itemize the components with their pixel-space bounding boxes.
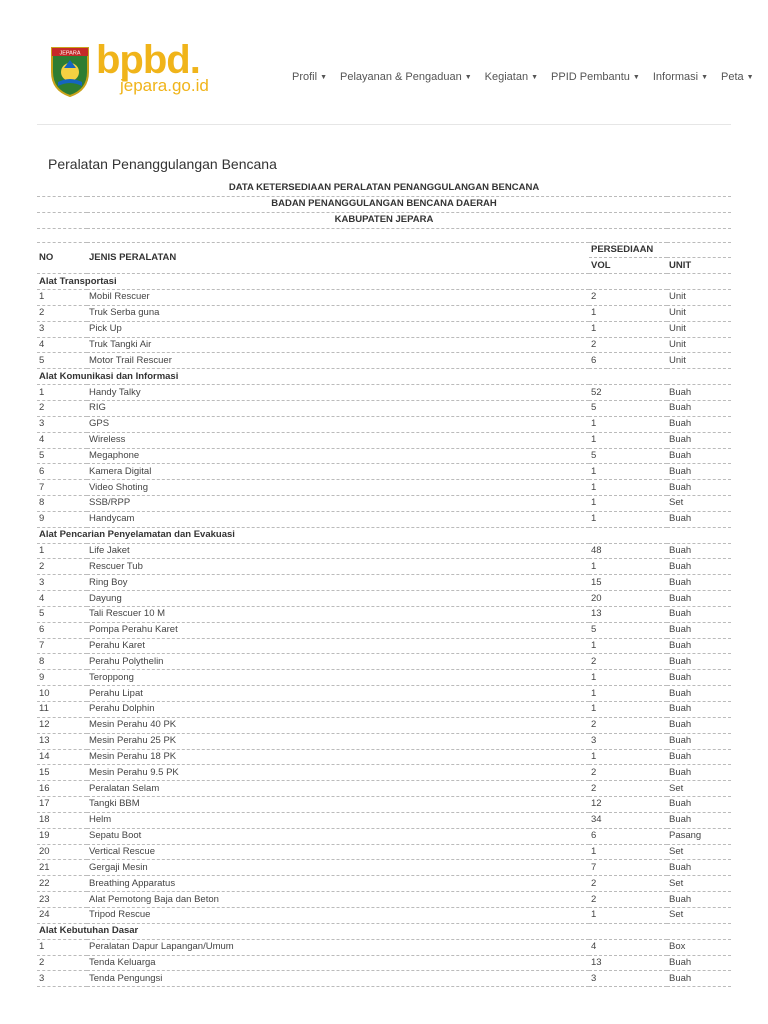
cell-unit: Buah xyxy=(667,559,731,575)
table-row xyxy=(37,591,731,607)
cell-no: 4 xyxy=(37,337,87,353)
cell-vol: 12 xyxy=(589,797,667,813)
header-divider xyxy=(37,124,731,125)
cell-unit: Buah xyxy=(667,606,731,622)
table-row xyxy=(37,907,731,923)
cell-no: 15 xyxy=(37,765,87,781)
cell-equipment: Teroppong xyxy=(87,670,589,686)
table-row xyxy=(37,511,731,527)
cell-vol: 52 xyxy=(589,385,667,401)
cell-vol: 2 xyxy=(589,337,667,353)
table-row xyxy=(37,702,731,718)
cell-unit: Buah xyxy=(667,812,731,828)
cell-equipment: Helm xyxy=(87,812,589,828)
cell-equipment: Perahu Lipat xyxy=(87,686,589,702)
cell-equipment: Breathing Apparatus xyxy=(87,876,589,892)
cell-unit: Buah xyxy=(667,575,731,591)
cell-vol: 2 xyxy=(589,876,667,892)
cell-unit: Set xyxy=(667,496,731,512)
cell-unit: Set xyxy=(667,781,731,797)
cell-no: 14 xyxy=(37,749,87,765)
table-row xyxy=(37,860,731,876)
nav-label: Kegiatan xyxy=(484,71,529,83)
cell-unit: Buah xyxy=(667,955,731,971)
table-title-row xyxy=(37,181,731,196)
cell-vol: 1 xyxy=(589,432,667,448)
cell-unit: Unit xyxy=(667,337,731,353)
table-row xyxy=(37,670,731,686)
nav-label: Peta xyxy=(721,71,744,83)
jepara-emblem-icon xyxy=(48,42,92,98)
table-row xyxy=(37,385,731,401)
cell-equipment: Peralatan Selam xyxy=(87,781,589,797)
cell-no: 11 xyxy=(37,702,87,718)
cell-unit: Unit xyxy=(667,305,731,321)
cell-unit: Unit xyxy=(667,290,731,306)
cell-unit: Buah xyxy=(667,543,731,559)
cell-vol: 1 xyxy=(589,670,667,686)
cell-vol: 6 xyxy=(589,353,667,369)
cell-no: 18 xyxy=(37,812,87,828)
cell-vol: 1 xyxy=(589,702,667,718)
category-label: Alat Kebutuhan Dasar xyxy=(37,923,731,939)
cell-no: 1 xyxy=(37,385,87,401)
cell-vol: 2 xyxy=(589,654,667,670)
cell-vol: 7 xyxy=(589,860,667,876)
nav-label: Profil xyxy=(292,71,318,83)
table-row xyxy=(37,781,731,797)
cell-equipment: Perahu Dolphin xyxy=(87,702,589,718)
cell-no: 2 xyxy=(37,559,87,575)
cell-no: 3 xyxy=(37,321,87,337)
cell-equipment: Mobil Rescuer xyxy=(87,290,589,306)
cell-no: 2 xyxy=(37,955,87,971)
cell-equipment: Handy Talky xyxy=(87,385,589,401)
col-header-jenis: JENIS PERALATAN xyxy=(87,242,589,274)
cell-equipment: Gergaji Mesin xyxy=(87,860,589,876)
cell-vol: 3 xyxy=(589,971,667,987)
nav-peta[interactable] xyxy=(721,71,754,83)
table-title-line: BADAN PENANGGULANGAN BENCANA DAERAH xyxy=(37,196,731,212)
cell-no: 17 xyxy=(37,797,87,813)
category-row xyxy=(37,274,731,290)
cell-vol: 1 xyxy=(589,496,667,512)
cell-vol: 1 xyxy=(589,416,667,432)
table-row xyxy=(37,353,731,369)
cell-vol: 5 xyxy=(589,448,667,464)
table-row xyxy=(37,844,731,860)
cell-vol: 1 xyxy=(589,321,667,337)
col-header-persediaan: PERSEDIAAN xyxy=(589,242,731,258)
spacer-cell xyxy=(37,228,731,242)
cell-vol: 1 xyxy=(589,480,667,496)
cell-unit: Buah xyxy=(667,591,731,607)
cell-unit: Unit xyxy=(667,353,731,369)
cell-equipment: Motor Trail Rescuer xyxy=(87,353,589,369)
cell-no: 7 xyxy=(37,480,87,496)
cell-equipment: Dayung xyxy=(87,591,589,607)
cell-no: 1 xyxy=(37,939,87,955)
cell-no: 20 xyxy=(37,844,87,860)
cell-no: 23 xyxy=(37,892,87,908)
table-row xyxy=(37,733,731,749)
header-row xyxy=(37,242,731,258)
table-row xyxy=(37,892,731,908)
table-row xyxy=(37,812,731,828)
nav-informasi[interactable] xyxy=(653,71,708,83)
cell-unit: Buah xyxy=(667,385,731,401)
nav-pelayanan[interactable] xyxy=(340,71,472,83)
table-row xyxy=(37,717,731,733)
cell-vol: 48 xyxy=(589,543,667,559)
cell-equipment: Vertical Rescue xyxy=(87,844,589,860)
cell-no: 1 xyxy=(37,290,87,306)
cell-no: 3 xyxy=(37,575,87,591)
cell-equipment: Alat Pemotong Baja dan Beton xyxy=(87,892,589,908)
table-row xyxy=(37,400,731,416)
cell-unit: Buah xyxy=(667,511,731,527)
cell-vol: 1 xyxy=(589,686,667,702)
cell-no: 8 xyxy=(37,496,87,512)
cell-unit: Buah xyxy=(667,797,731,813)
cell-unit: Buah xyxy=(667,892,731,908)
cell-vol: 1 xyxy=(589,305,667,321)
caret-down-icon: ▼ xyxy=(701,74,709,81)
table-row xyxy=(37,321,731,337)
cell-unit: Buah xyxy=(667,717,731,733)
cell-vol: 1 xyxy=(589,844,667,860)
table-row xyxy=(37,575,731,591)
cell-equipment: Sepatu Boot xyxy=(87,828,589,844)
cell-no: 9 xyxy=(37,670,87,686)
cell-unit: Buah xyxy=(667,416,731,432)
cell-vol: 6 xyxy=(589,828,667,844)
cell-no: 24 xyxy=(37,907,87,923)
cell-no: 3 xyxy=(37,971,87,987)
cell-vol: 15 xyxy=(589,575,667,591)
category-label: Alat Transportasi xyxy=(37,274,731,290)
cell-equipment: SSB/RPP xyxy=(87,496,589,512)
caret-down-icon: ▼ xyxy=(632,74,640,81)
cell-vol: 5 xyxy=(589,622,667,638)
cell-unit: Box xyxy=(667,939,731,955)
cell-no: 10 xyxy=(37,686,87,702)
table-row xyxy=(37,749,731,765)
cell-no: 6 xyxy=(37,622,87,638)
cell-equipment: Perahu Polythelin xyxy=(87,654,589,670)
cell-equipment: Megaphone xyxy=(87,448,589,464)
site-header xyxy=(0,0,768,124)
col-header-no: NO xyxy=(37,242,87,274)
cell-vol: 13 xyxy=(589,606,667,622)
cell-vol: 2 xyxy=(589,892,667,908)
cell-no: 9 xyxy=(37,511,87,527)
page-title: Peralatan Penanggulangan Bencana xyxy=(48,156,277,172)
category-row xyxy=(37,369,731,385)
cell-equipment: Tenda Keluarga xyxy=(87,955,589,971)
cell-no: 8 xyxy=(37,654,87,670)
inventory-table xyxy=(37,181,731,987)
cell-vol: 4 xyxy=(589,939,667,955)
cell-no: 19 xyxy=(37,828,87,844)
cell-no: 3 xyxy=(37,416,87,432)
cell-equipment: Truk Serba guna xyxy=(87,305,589,321)
cell-unit: Set xyxy=(667,844,731,860)
cell-equipment: Pompa Perahu Karet xyxy=(87,622,589,638)
nav-ppid[interactable] xyxy=(551,71,640,83)
table-row xyxy=(37,480,731,496)
cell-no: 16 xyxy=(37,781,87,797)
cell-unit: Buah xyxy=(667,622,731,638)
cell-vol: 2 xyxy=(589,290,667,306)
table-row xyxy=(37,828,731,844)
nav-kegiatan[interactable] xyxy=(485,71,538,83)
table-row xyxy=(37,955,731,971)
category-label: Alat Komunikasi dan Informasi xyxy=(37,369,731,385)
logo-domain: jepara.go.id xyxy=(120,76,209,95)
emblem-label: JEPARA xyxy=(59,50,81,57)
nav-label: Informasi xyxy=(652,71,699,83)
cell-equipment: Mesin Perahu 40 PK xyxy=(87,717,589,733)
site-logo[interactable] xyxy=(48,38,228,102)
cell-equipment: RIG xyxy=(87,400,589,416)
table-row xyxy=(37,638,731,654)
table-row xyxy=(37,765,731,781)
cell-unit: Buah xyxy=(667,448,731,464)
cell-equipment: GPS xyxy=(87,416,589,432)
cell-equipment: Tripod Rescue xyxy=(87,907,589,923)
table-row xyxy=(37,464,731,480)
cell-vol: 2 xyxy=(589,781,667,797)
cell-no: 5 xyxy=(37,353,87,369)
caret-down-icon: ▼ xyxy=(746,74,754,81)
cell-equipment: Life Jaket xyxy=(87,543,589,559)
cell-vol: 34 xyxy=(589,812,667,828)
cell-unit: Buah xyxy=(667,654,731,670)
cell-unit: Buah xyxy=(667,638,731,654)
cell-unit: Buah xyxy=(667,400,731,416)
cell-unit: Buah xyxy=(667,670,731,686)
table-row xyxy=(37,606,731,622)
cell-unit: Buah xyxy=(667,464,731,480)
cell-equipment: Mesin Perahu 9.5 PK xyxy=(87,765,589,781)
table-row xyxy=(37,432,731,448)
cell-unit: Buah xyxy=(667,432,731,448)
table-row xyxy=(37,416,731,432)
table-row xyxy=(37,686,731,702)
table-row xyxy=(37,654,731,670)
cell-equipment: Tenda Pengungsi xyxy=(87,971,589,987)
table-row xyxy=(37,876,731,892)
cell-vol: 1 xyxy=(589,749,667,765)
cell-equipment: Peralatan Dapur Lapangan/Umum xyxy=(87,939,589,955)
table-title-line: KABUPATEN JEPARA xyxy=(37,212,731,228)
cell-no: 7 xyxy=(37,638,87,654)
cell-equipment: Tangki BBM xyxy=(87,797,589,813)
table-row xyxy=(37,971,731,987)
cell-no: 1 xyxy=(37,543,87,559)
cell-no: 5 xyxy=(37,606,87,622)
table-title-row xyxy=(37,212,731,228)
table-title-line: DATA KETERSEDIAAN PERALATAN PENANGGULANGAN BENCANA xyxy=(37,181,731,196)
logo-text: bpbd. xyxy=(96,38,200,82)
cell-equipment: Mesin Perahu 18 PK xyxy=(87,749,589,765)
cell-no: 22 xyxy=(37,876,87,892)
cell-unit: Buah xyxy=(667,971,731,987)
cell-vol: 1 xyxy=(589,907,667,923)
cell-equipment: Pick Up xyxy=(87,321,589,337)
cell-unit: Set xyxy=(667,907,731,923)
table-row xyxy=(37,305,731,321)
cell-no: 4 xyxy=(37,591,87,607)
spacer-row xyxy=(37,228,731,242)
table-row xyxy=(37,496,731,512)
cell-unit: Buah xyxy=(667,749,731,765)
cell-equipment: Kamera Digital xyxy=(87,464,589,480)
col-header-vol: VOL xyxy=(589,258,667,274)
cell-no: 12 xyxy=(37,717,87,733)
cell-no: 6 xyxy=(37,464,87,480)
cell-vol: 1 xyxy=(589,559,667,575)
table-row xyxy=(37,337,731,353)
cell-equipment: Truk Tangki Air xyxy=(87,337,589,353)
table-title-row xyxy=(37,196,731,212)
caret-down-icon: ▼ xyxy=(320,74,327,81)
cell-vol: 2 xyxy=(589,765,667,781)
category-row xyxy=(37,527,731,543)
nav-label: PPID Pembantu xyxy=(551,71,630,83)
table-row xyxy=(37,939,731,955)
cell-vol: 2 xyxy=(589,717,667,733)
cell-equipment: Mesin Perahu 25 PK xyxy=(87,733,589,749)
cell-unit: Pasang xyxy=(667,828,731,844)
cell-vol: 20 xyxy=(589,591,667,607)
cell-unit: Buah xyxy=(667,702,731,718)
cell-no: 13 xyxy=(37,733,87,749)
cell-vol: 1 xyxy=(589,638,667,654)
cell-equipment: Handycam xyxy=(87,511,589,527)
nav-label: Pelayanan & Pengaduan xyxy=(340,71,462,83)
cell-no: 2 xyxy=(37,400,87,416)
cell-unit: Buah xyxy=(667,480,731,496)
cell-equipment: Ring Boy xyxy=(87,575,589,591)
cell-equipment: Tali Rescuer 10 M xyxy=(87,606,589,622)
main-nav xyxy=(292,71,754,83)
table-row xyxy=(37,622,731,638)
cell-unit: Set xyxy=(667,876,731,892)
table-row xyxy=(37,559,731,575)
table-row xyxy=(37,543,731,559)
category-row xyxy=(37,923,731,939)
cell-vol: 5 xyxy=(589,400,667,416)
cell-vol: 1 xyxy=(589,511,667,527)
category-label: Alat Pencarian Penyelamatan dan Evakuasi xyxy=(37,527,731,543)
cell-unit: Buah xyxy=(667,733,731,749)
cell-no: 2 xyxy=(37,305,87,321)
cell-vol: 1 xyxy=(589,464,667,480)
cell-no: 21 xyxy=(37,860,87,876)
caret-down-icon: ▼ xyxy=(464,74,472,81)
cell-unit: Buah xyxy=(667,765,731,781)
table-row xyxy=(37,797,731,813)
cell-no: 5 xyxy=(37,448,87,464)
cell-equipment: Perahu Karet xyxy=(87,638,589,654)
cell-equipment: Video Shoting xyxy=(87,480,589,496)
cell-vol: 3 xyxy=(589,733,667,749)
nav-profil[interactable] xyxy=(292,71,327,83)
col-header-unit: UNIT xyxy=(667,258,731,274)
cell-equipment: Wireless xyxy=(87,432,589,448)
cell-no: 4 xyxy=(37,432,87,448)
cell-unit: Unit xyxy=(667,321,731,337)
table-row xyxy=(37,448,731,464)
cell-unit: Buah xyxy=(667,860,731,876)
cell-equipment: Rescuer Tub xyxy=(87,559,589,575)
caret-down-icon: ▼ xyxy=(531,74,539,81)
cell-unit: Buah xyxy=(667,686,731,702)
table-row xyxy=(37,290,731,306)
cell-vol: 13 xyxy=(589,955,667,971)
